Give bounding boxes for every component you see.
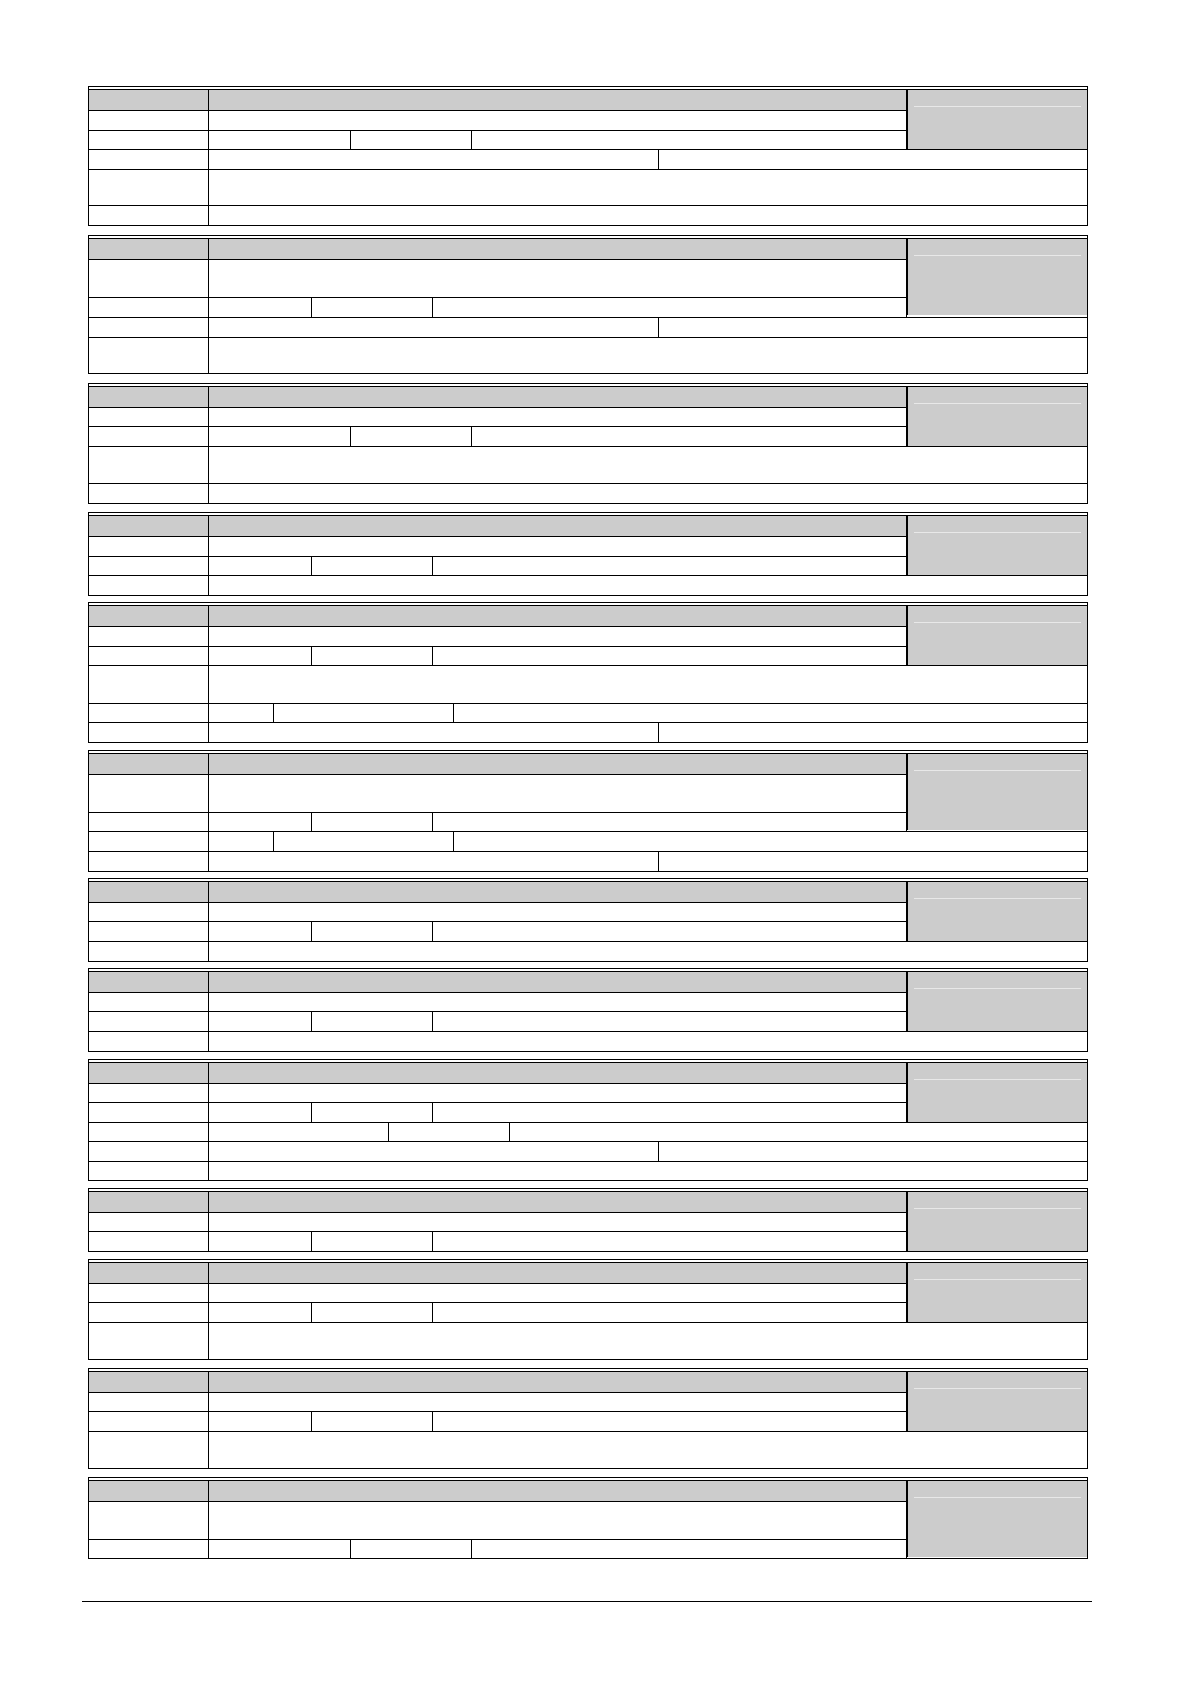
photo-box-guide [914, 770, 1081, 771]
field-value[interactable] [209, 1123, 389, 1141]
field-value[interactable] [209, 557, 312, 575]
field-value[interactable] [209, 942, 1089, 961]
field-label [89, 922, 209, 941]
field-label [89, 516, 209, 536]
field-value[interactable] [432, 1012, 433, 1031]
field-label [89, 1103, 209, 1122]
field-label [89, 131, 209, 149]
photo-box [907, 1063, 1087, 1122]
field-label [89, 1232, 209, 1251]
field-value[interactable] [622, 298, 907, 317]
field-label [89, 408, 209, 426]
field-label [89, 298, 209, 317]
form-row [89, 446, 1087, 483]
field-label [89, 90, 209, 110]
photo-box-guide [914, 898, 1081, 899]
field-value[interactable] [209, 1502, 907, 1539]
form-block-7 [88, 878, 1088, 962]
field-value[interactable] [209, 1540, 351, 1558]
field-label [89, 813, 209, 831]
field-value[interactable] [209, 882, 907, 902]
field-label [89, 606, 209, 626]
field-value[interactable] [209, 576, 1089, 595]
field-value[interactable] [209, 516, 907, 536]
field-value[interactable] [209, 1063, 907, 1083]
field-value[interactable] [209, 1032, 1089, 1051]
field-value[interactable] [209, 813, 312, 831]
field-value[interactable] [394, 832, 454, 851]
field-value[interactable] [209, 537, 907, 556]
form-row [89, 941, 1087, 961]
photo-box [907, 606, 1087, 665]
photo-box-guide [914, 255, 1081, 256]
field-label [89, 704, 209, 722]
field-value[interactable] [209, 387, 907, 407]
field-label [89, 1284, 209, 1302]
field-label [89, 1142, 209, 1161]
field-label [89, 1123, 209, 1141]
field-value[interactable] [659, 150, 1089, 169]
form-row [89, 205, 1087, 225]
footer-rule [82, 1601, 1092, 1602]
field-value[interactable] [209, 1103, 312, 1122]
form-row [89, 483, 1087, 503]
field-value[interactable] [209, 1192, 907, 1212]
field-value[interactable] [696, 1540, 907, 1558]
field-value[interactable] [209, 131, 351, 149]
field-label [89, 1084, 209, 1102]
form-row [89, 1141, 1087, 1161]
form-row [89, 1322, 1087, 1359]
photo-box [907, 882, 1087, 941]
field-value[interactable] [209, 1303, 312, 1322]
field-value[interactable] [394, 704, 454, 722]
form-block-1 [88, 86, 1088, 226]
field-value[interactable] [759, 832, 1089, 851]
field-value[interactable] [209, 754, 907, 774]
field-value[interactable] [209, 1232, 312, 1251]
field-label [89, 1263, 209, 1283]
field-label [89, 111, 209, 130]
field-value[interactable] [209, 1372, 907, 1392]
field-value[interactable] [209, 1263, 907, 1283]
field-value[interactable] [432, 1412, 433, 1431]
field-label [89, 832, 209, 851]
field-value[interactable] [209, 90, 907, 110]
field-value[interactable] [622, 813, 907, 831]
field-value[interactable] [209, 647, 312, 665]
field-value[interactable] [209, 111, 907, 130]
field-value[interactable] [209, 1084, 907, 1102]
field-value[interactable] [209, 447, 1089, 483]
form-row [89, 722, 1087, 742]
field-value[interactable] [659, 131, 907, 149]
field-value[interactable] [209, 260, 907, 297]
field-value[interactable] [209, 852, 659, 871]
field-value[interactable] [209, 298, 312, 317]
field-value[interactable] [622, 1232, 907, 1251]
field-label [89, 260, 209, 297]
form-block-6 [88, 750, 1088, 872]
field-label [89, 318, 209, 337]
field-label [89, 972, 209, 992]
field-label [89, 647, 209, 665]
field-value[interactable] [622, 1103, 907, 1122]
form-block-8 [88, 968, 1088, 1052]
field-label [89, 1162, 209, 1180]
field-value[interactable] [696, 427, 907, 446]
field-value[interactable] [209, 170, 1089, 205]
field-value[interactable] [432, 298, 433, 317]
field-value[interactable] [209, 206, 1089, 225]
field-value[interactable] [432, 647, 433, 665]
form-row [89, 317, 1087, 337]
field-label [89, 1063, 209, 1083]
field-value[interactable] [209, 627, 907, 646]
photo-box [907, 387, 1087, 446]
photo-box [907, 516, 1087, 575]
photo-box-guide [914, 106, 1081, 107]
field-value[interactable] [209, 1393, 907, 1411]
field-value[interactable] [209, 704, 274, 722]
field-label [89, 447, 209, 483]
field-value[interactable] [622, 1012, 907, 1031]
field-value[interactable] [209, 903, 907, 921]
photo-box [907, 754, 1087, 830]
field-value[interactable] [209, 972, 907, 992]
photo-box-guide [914, 622, 1081, 623]
field-value[interactable] [432, 813, 433, 831]
field-value[interactable] [622, 922, 907, 941]
field-label [89, 993, 209, 1011]
field-label [89, 666, 209, 703]
photo-box [907, 1481, 1087, 1557]
form-row [89, 1431, 1087, 1468]
field-label [89, 1323, 209, 1359]
form-row [89, 1161, 1087, 1180]
field-value[interactable] [209, 775, 907, 812]
form-block-13 [88, 1477, 1088, 1559]
field-value[interactable] [209, 484, 1089, 503]
field-value[interactable] [209, 1012, 312, 1031]
field-label [89, 852, 209, 871]
field-value[interactable] [209, 1213, 907, 1231]
field-label [89, 723, 209, 742]
field-value[interactable] [209, 993, 907, 1011]
field-value[interactable] [209, 832, 274, 851]
form-block-4 [88, 512, 1088, 596]
form-block-9 [88, 1059, 1088, 1181]
field-label [89, 557, 209, 575]
field-value[interactable] [209, 150, 659, 169]
field-label [89, 537, 209, 556]
form-row [89, 169, 1087, 205]
field-label [89, 338, 209, 373]
field-value[interactable] [209, 1481, 907, 1501]
form-row [89, 703, 1087, 722]
field-label [89, 576, 209, 595]
field-value[interactable] [471, 1540, 472, 1558]
photo-box [907, 1192, 1087, 1251]
field-label [89, 150, 209, 169]
field-value[interactable] [659, 852, 1089, 871]
field-value[interactable] [432, 922, 433, 941]
field-value[interactable] [209, 922, 312, 941]
form-row [89, 149, 1087, 169]
field-label [89, 754, 209, 774]
field-value[interactable] [809, 1123, 1089, 1141]
field-label [89, 239, 209, 259]
field-value[interactable] [659, 318, 1089, 337]
field-label [89, 882, 209, 902]
field-value[interactable] [509, 1123, 510, 1141]
field-value[interactable] [209, 1284, 907, 1302]
field-label [89, 1192, 209, 1212]
field-label [89, 1372, 209, 1392]
field-value[interactable] [209, 1323, 1089, 1359]
photo-box-guide [914, 532, 1081, 533]
field-value[interactable] [432, 557, 433, 575]
photo-box-guide [914, 1497, 1081, 1498]
field-value[interactable] [659, 723, 1089, 742]
field-label [89, 170, 209, 205]
field-value[interactable] [432, 1232, 433, 1251]
field-value[interactable] [209, 318, 659, 337]
field-value[interactable] [622, 1412, 907, 1431]
field-label [89, 775, 209, 812]
field-label [89, 1432, 209, 1468]
photo-box [907, 1263, 1087, 1322]
field-label [89, 387, 209, 407]
photo-box-guide [914, 1388, 1081, 1389]
photo-box [907, 1372, 1087, 1431]
field-label [89, 942, 209, 961]
field-value[interactable] [209, 723, 659, 742]
field-value[interactable] [432, 1103, 433, 1122]
photo-box-guide [914, 1279, 1081, 1280]
field-label [89, 627, 209, 646]
field-value[interactable] [432, 1303, 433, 1322]
form-row [89, 337, 1087, 373]
photo-box-guide [914, 988, 1081, 989]
field-label [89, 1032, 209, 1051]
field-label [89, 1502, 209, 1539]
form-row [89, 575, 1087, 595]
form-row [89, 851, 1087, 871]
field-value[interactable] [622, 557, 907, 575]
form-row [89, 831, 1087, 851]
field-label [89, 1412, 209, 1431]
field-label [89, 1481, 209, 1501]
form-block-5 [88, 602, 1088, 743]
field-label [89, 1303, 209, 1322]
field-value[interactable] [209, 606, 907, 626]
field-value[interactable] [209, 1142, 659, 1161]
field-value[interactable] [209, 427, 351, 446]
photo-box-guide [914, 403, 1081, 404]
field-value[interactable] [209, 338, 1089, 373]
form-row [89, 1122, 1087, 1141]
field-value[interactable] [471, 427, 472, 446]
field-value[interactable] [622, 647, 907, 665]
form-block-11 [88, 1259, 1088, 1360]
field-label [89, 1213, 209, 1231]
field-label [89, 427, 209, 446]
field-value[interactable] [209, 1162, 1089, 1180]
form-row [89, 1031, 1087, 1051]
field-label [89, 206, 209, 225]
field-value[interactable] [209, 1432, 1089, 1468]
photo-box [907, 90, 1087, 149]
photo-box [907, 239, 1087, 315]
form-block-12 [88, 1368, 1088, 1469]
field-value[interactable] [209, 666, 1089, 703]
form-block-3 [88, 383, 1088, 504]
field-value[interactable] [759, 704, 1089, 722]
photo-box [907, 972, 1087, 1031]
field-value[interactable] [471, 131, 472, 149]
field-value[interactable] [209, 239, 907, 259]
form-block-10 [88, 1188, 1088, 1252]
field-value[interactable] [209, 408, 907, 426]
field-value[interactable] [659, 1142, 1089, 1161]
field-value[interactable] [209, 1412, 312, 1431]
form-row [89, 665, 1087, 703]
photo-box-guide [914, 1079, 1081, 1080]
field-label [89, 1540, 209, 1558]
form-block-2 [88, 235, 1088, 374]
field-label [89, 903, 209, 921]
field-label [89, 1012, 209, 1031]
field-label [89, 1393, 209, 1411]
field-value[interactable] [622, 1303, 907, 1322]
photo-box-guide [914, 1208, 1081, 1209]
field-label [89, 484, 209, 503]
